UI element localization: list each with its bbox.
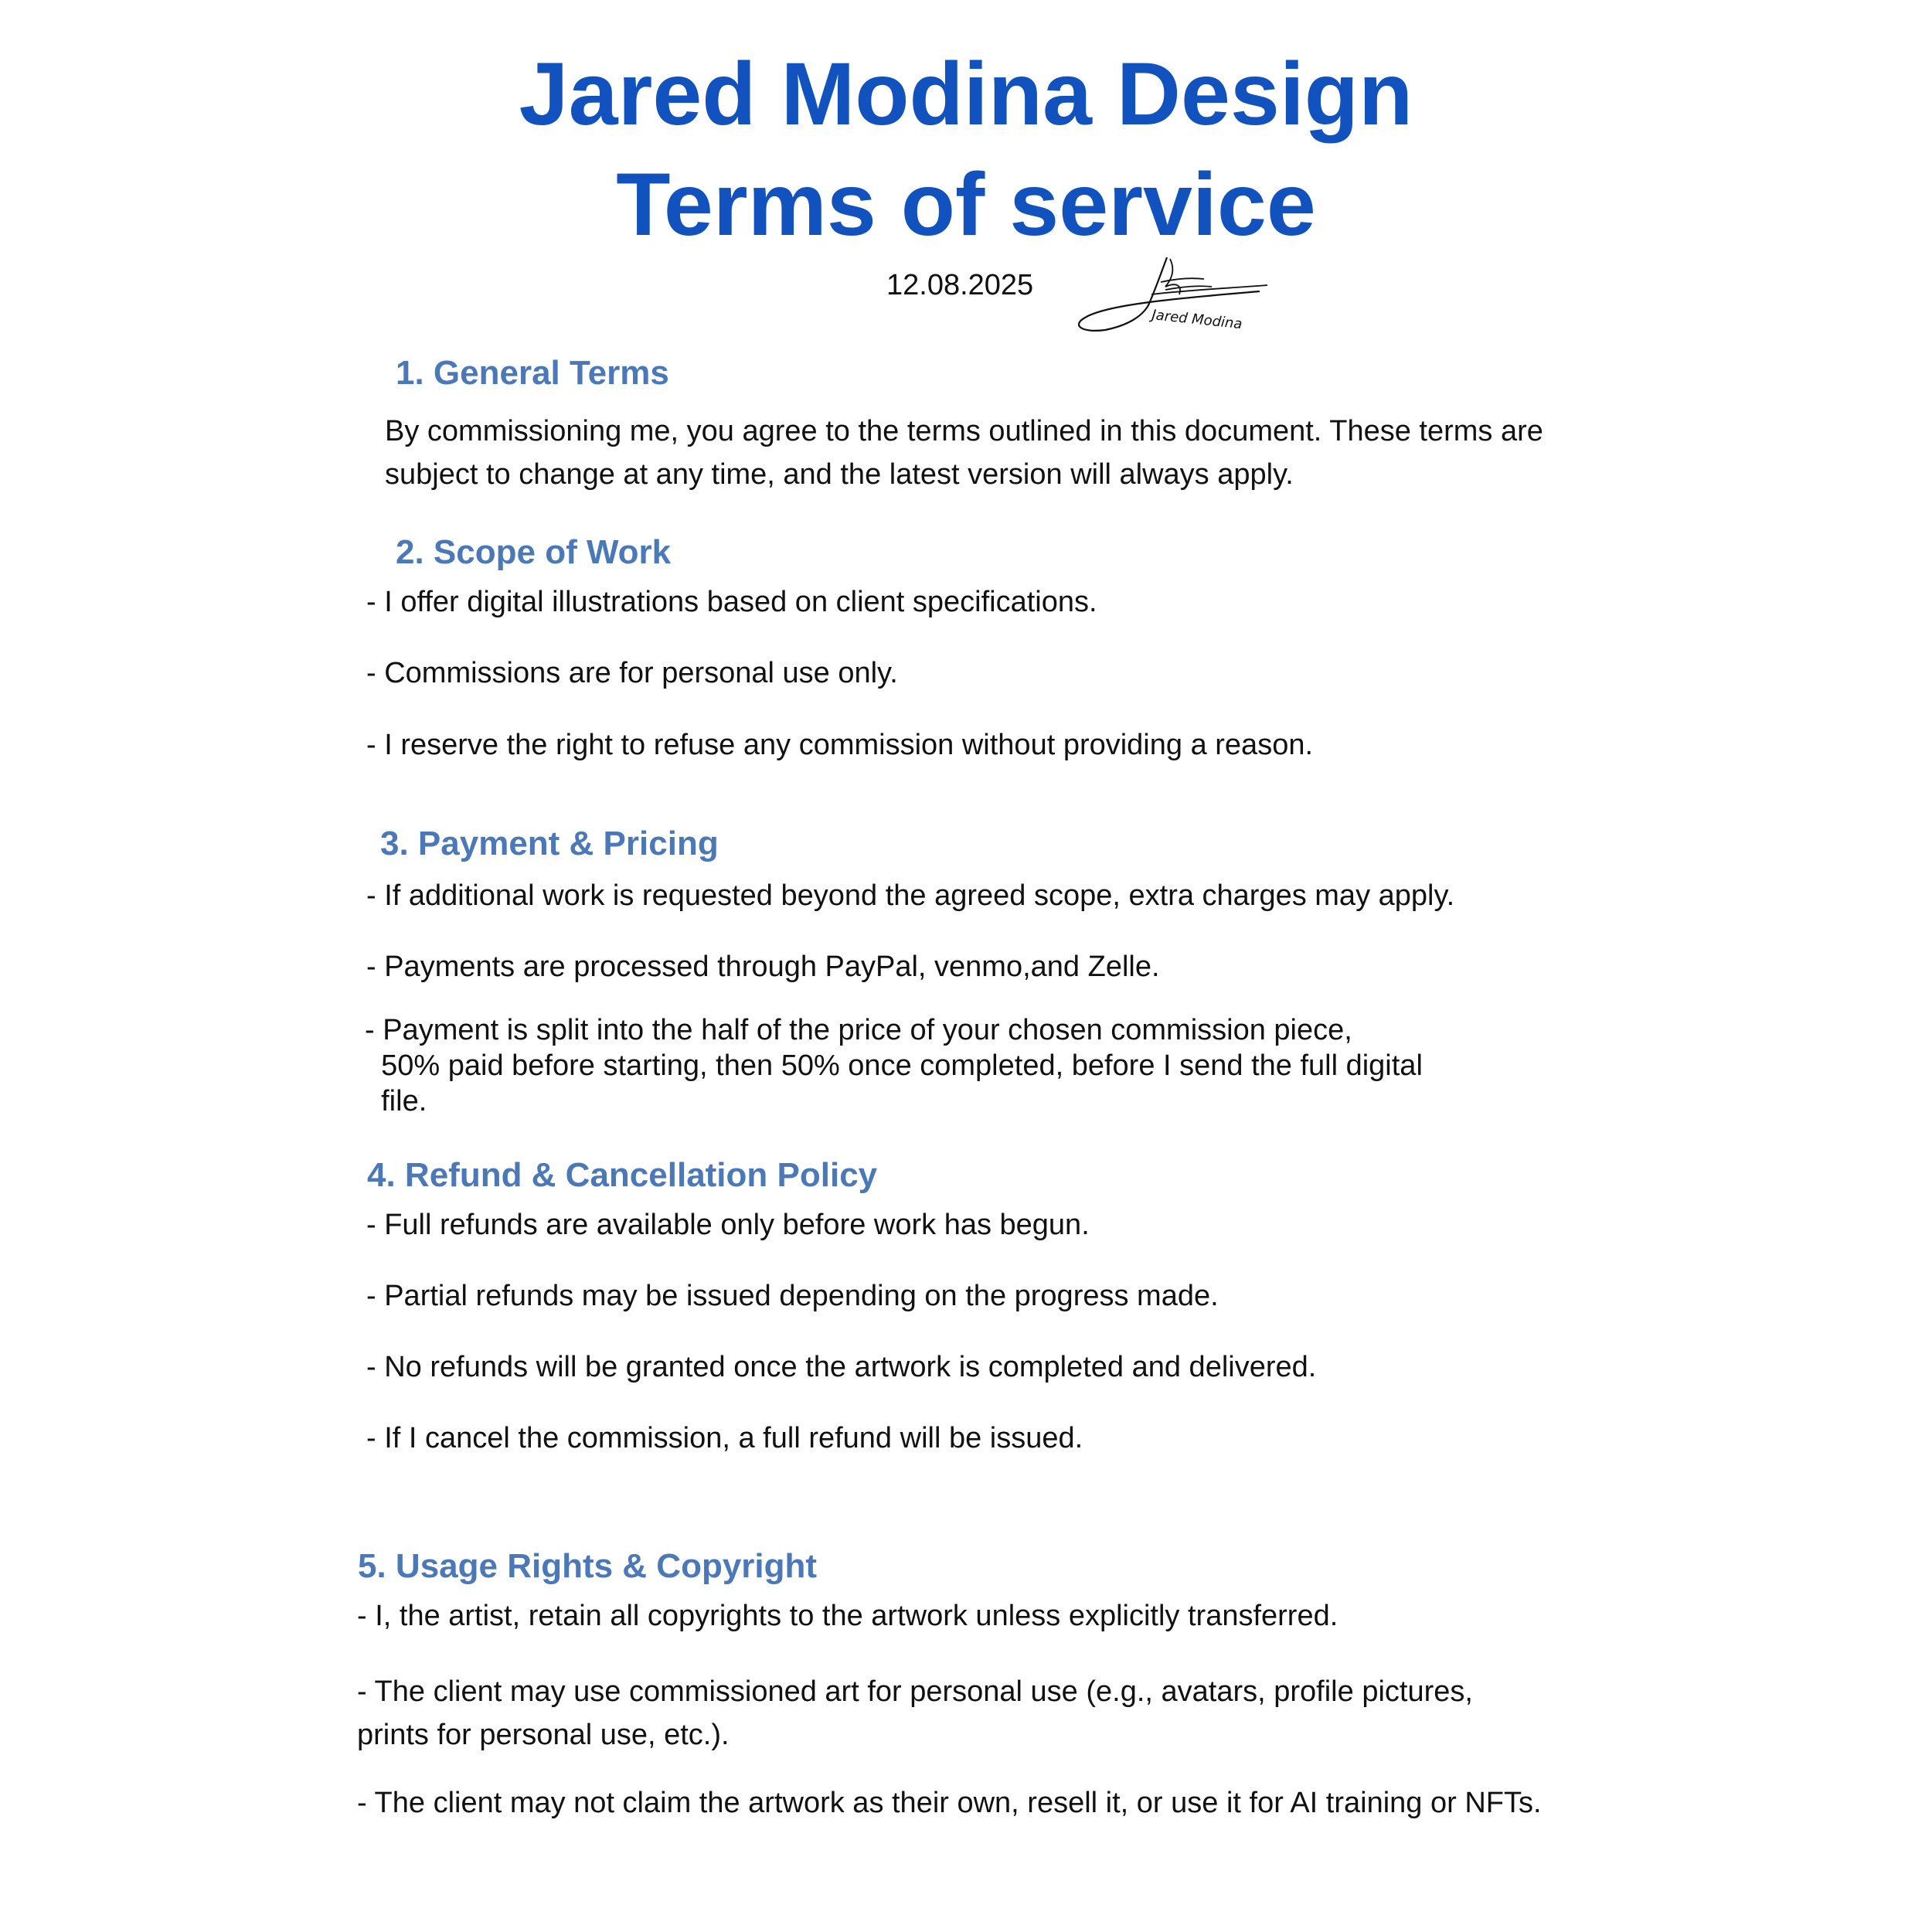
svg-text:Jared Modina: Jared Modina xyxy=(1151,307,1243,333)
list-item: - Full refunds are available only before work has begun. xyxy=(366,1209,1090,1241)
title-line-2: Terms of service xyxy=(616,155,1316,254)
title-line-1: Jared Modina Design xyxy=(519,45,1413,144)
list-item: - Payments are processed through PayPal, venmo,and Zelle. xyxy=(366,951,1160,983)
list-item: - I offer digital illustrations based on client specifications. xyxy=(366,586,1097,618)
section-heading-usage-rights: 5. Usage Rights & Copyright xyxy=(358,1547,818,1585)
list-item: - I reserve the right to refuse any commission without providing a reason. xyxy=(366,729,1314,761)
general-terms-paragraph: By commissioning me, you agree to the terms outlined in this document. These terms are subject to change at any time, and the latest version will always apply. xyxy=(385,415,1543,491)
list-item: - The client may use commissioned art for personal use (e.g., avatars, profile pictures, prints for personal use, etc.). xyxy=(357,1675,1473,1751)
document-date: 12.08.2025 xyxy=(886,269,1034,301)
list-item: - If additional work is requested beyond the agreed scope, extra charges may apply. xyxy=(366,879,1455,912)
section-heading-refund-cancellation: 4. Refund & Cancellation Policy xyxy=(367,1156,878,1194)
section-heading-payment-pricing: 3. Payment & Pricing xyxy=(380,825,719,862)
signature-image xyxy=(1074,251,1275,336)
list-item: - No refunds will be granted once the artwork is completed and delivered. xyxy=(366,1351,1317,1383)
list-item: - I, the artist, retain all copyrights to the artwork unless explicitly transferred. xyxy=(357,1600,1338,1632)
list-item: - The client may not claim the artwork as their own, resell it, or use it for AI training or NFTs. xyxy=(357,1787,1542,1819)
list-item: - Payment is split into the half of the price of your chosen commission piece, 50% paid before starting, then 50% once completed, before I send the full digital file. xyxy=(365,1014,1423,1117)
list-item: - Commissions are for personal use only. xyxy=(366,657,898,689)
section-heading-general-terms: 1. General Terms xyxy=(396,354,669,392)
section-heading-scope-of-work: 2. Scope of Work xyxy=(396,533,672,571)
list-item: - Partial refunds may be issued depending on the progress made. xyxy=(366,1280,1219,1312)
list-item: - If I cancel the commission, a full refund will be issued. xyxy=(366,1422,1083,1454)
